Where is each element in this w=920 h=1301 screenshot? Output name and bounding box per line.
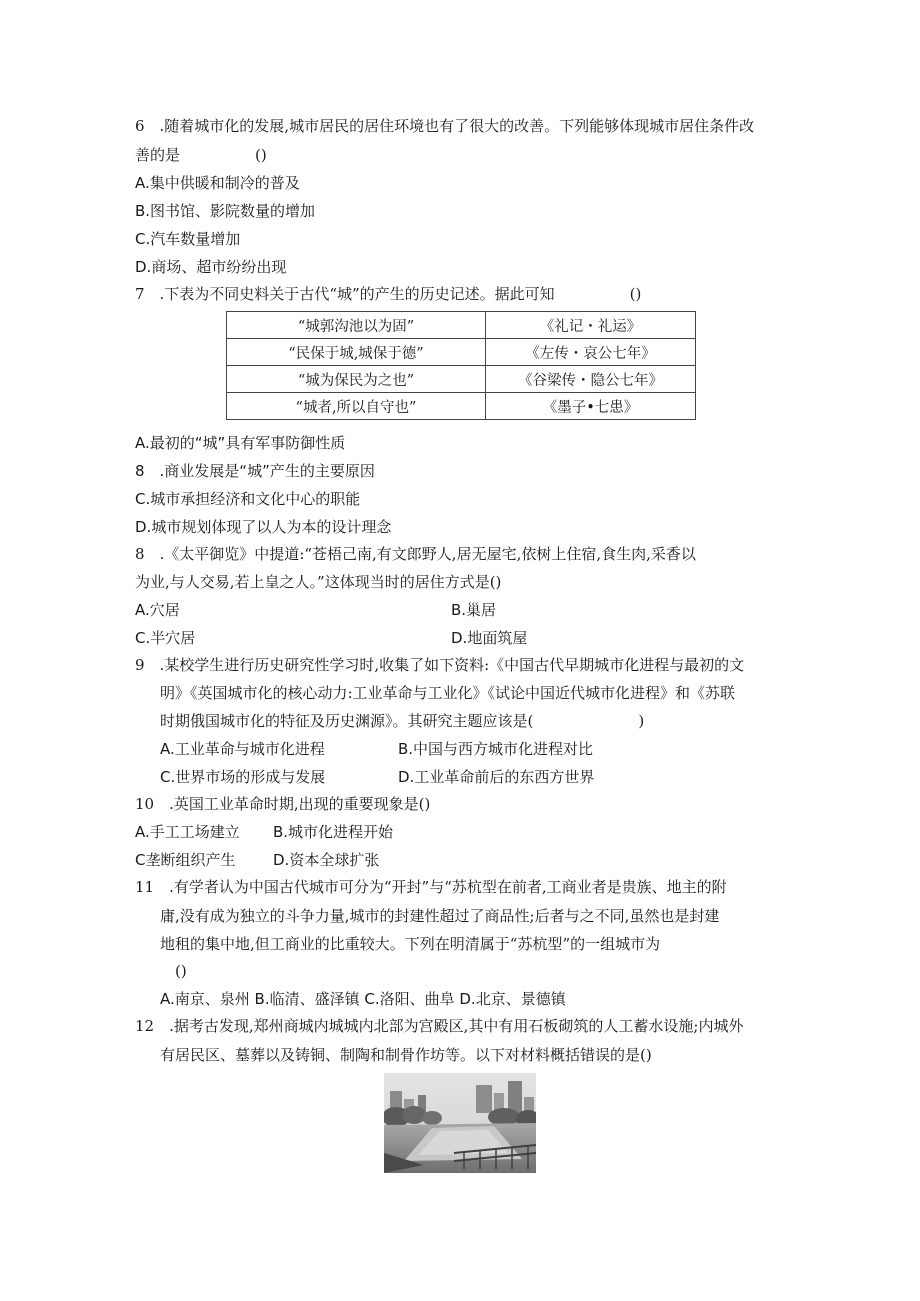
q8-option-c: C.半穴居 [135,629,196,647]
q9-stem-line1: 9 .某校学生进行历史研究性学习时,收集了如下资料:《中国古代早期城市化进程与最初的文 [135,656,745,674]
table-cell-quote: “城为保民为之也” [227,366,486,393]
q6-stem-line2: 善的是 () [135,146,267,164]
q11-stem-line3: 地租的集中地,但工商业的比重较大。下列在明清属于“苏杭型”的一组城市为 [160,935,661,953]
q11-options: A.南京、泉州 B.临清、盛泽镇 C.洛阳、曲阜 D.北京、景德镇 [160,990,566,1008]
q11-stem-line4: () [175,962,187,980]
q8-option-b: B.巢居 [451,601,497,619]
q6-option-c: C.汽车数量增加 [135,230,241,248]
q10-option-d: D.资本全球扩张 [273,851,380,869]
q6-option-a: A.集中供暖和制冷的普及 [135,174,300,192]
table-cell-source: 《墨子•七患》 [486,393,696,420]
table-row [227,339,696,366]
q12-stem-line1: 12 .据考古发现,郑州商城内城城内北部为宫殿区,其中有用石板砌筑的人工蓄水设施;内城外 [135,1017,744,1035]
q8-stem-line2: 为业,与人交易,若上皇之人。”这体现当时的居住方式是() [135,573,502,591]
q7-option-d: D.城市规划体现了以人为本的设计理念 [135,518,392,536]
q9-option-c: C.世界市场的形成与发展 [160,768,326,786]
table-cell-source: 《礼记・礼运》 [486,312,696,339]
q6-option-d: D.商场、超市纷纷出现 [135,258,287,276]
q7-stem-line1: 7 .下表为不同史料关于古代“城”的产生的历史记述。据此可知 () [135,285,642,303]
q6-stem-line1: 6 .随着城市化的发展,城市居民的居住环境也有了很大的改善。下列能够体现城市居住条件改 [135,117,755,135]
q9-option-d: D.工业革命前后的东西方世界 [398,768,595,786]
q9-option-b: B.中国与西方城市化进程对比 [398,740,594,758]
q7-option-c: C.城市承担经济和文化中心的职能 [135,490,361,508]
table-row [227,312,696,339]
q11-stem-line1: 11 .有学者认为中国古代城市可分为“开封”与“苏杭型在前者,工商业者是贵族、地主的附 [135,878,727,896]
q10-option-a: A.手工工场建立 [135,823,240,841]
q9-option-a: A.工业革命与城市化进程 [160,740,325,758]
q12-site-photo [384,1073,536,1173]
table-cell-source: 《左传・哀公七年》 [486,339,696,366]
table-cell-quote: “民保于城,城保于德” [227,339,486,366]
table-cell-quote: “城郭沟池以为固” [227,312,486,339]
q7-source-table [226,311,696,420]
q10-option-c: C垄断组织产生 [135,851,236,869]
q11-stem-line2: 庸,没有成为独立的斗争力量,城市的封建性超过了商品性;后者与之不同,虽然也是封建 [160,907,720,925]
q7-option-a: A.最初的“城”具有军事防御性质 [135,434,346,452]
q8-option-a: A.穴居 [135,601,180,619]
q7-option-b: 8 .商业发展是“城”产生的主要原因 [135,462,375,480]
table-row [227,393,696,420]
table-row [227,366,696,393]
q12-stem-line2: 有居民区、墓葬以及铸铜、制陶和制骨作坊等。以下对材料概括错误的是() [160,1046,652,1064]
q9-stem-line3: 时期俄国城市化的特征及历史渊源》。其研究主题应该是( ) [160,712,645,730]
q8-stem-line1: 8 .《太平御览》中提道:“苍梧己南,有文郎野人,居无屋宅,依树上住宿,食生肉,采香以 [135,545,696,563]
q6-option-b: B.图书馆、影院数量的增加 [135,202,316,220]
table-cell-quote: “城者,所以自守也” [227,393,486,420]
q9-stem-line2: 明》《英国城市化的核心动力:工业革命与工业化》《试论中国近代城市化进程》和《苏联 [160,684,736,702]
q10-option-b: B.城市化进程开始 [273,823,394,841]
q10-stem-line1: 10 .英国工业革命时期,出现的重要现象是() [135,795,431,813]
q8-option-d: D.地面筑屋 [451,629,528,647]
table-cell-source: 《谷梁传・隐公七年》 [486,366,696,393]
